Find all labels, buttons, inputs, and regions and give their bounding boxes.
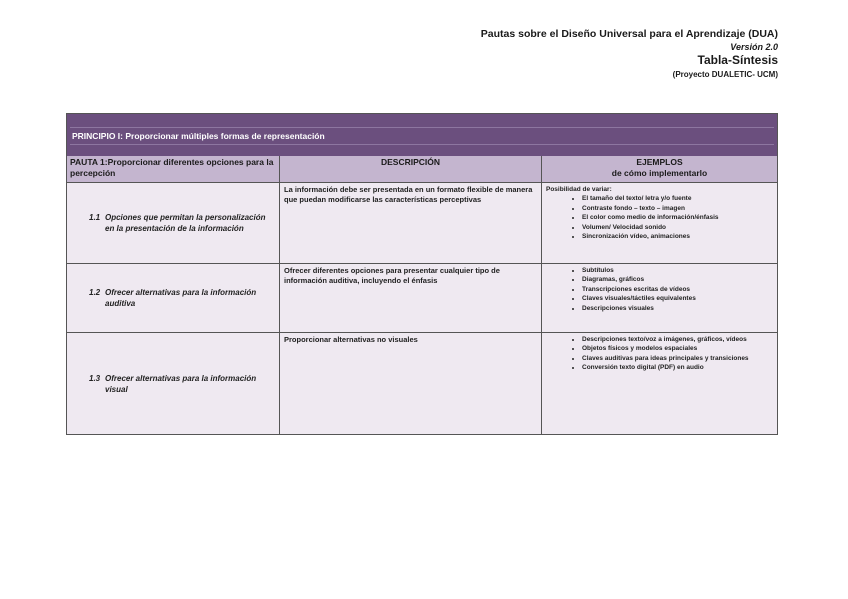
examples-intro: Posibilidad de variar:	[546, 186, 612, 193]
pauta-title: Ofrecer alternativas para la información visual	[105, 373, 257, 394]
examples-list	[546, 335, 773, 373]
examples-cell	[541, 333, 777, 434]
header-descripcion: DESCRIPCIÓN	[279, 156, 541, 183]
document-title: Pautas sobre el Diseño Universal para el Aprendizaje (DUA)	[480, 28, 778, 40]
list-item: • Contraste fondo – texto – imagen	[582, 204, 773, 213]
list-item: • Conversión texto digital (PDF) en audio	[582, 363, 773, 372]
list-item: • El tamaño del texto/ letra y/o fuente	[582, 194, 773, 203]
version-label: Versión 2.0	[730, 42, 778, 52]
list-item: • Volumen/ Velocidad sonido	[582, 223, 773, 232]
list-item: • Transcripciones escritas de vídeos	[582, 285, 773, 294]
pauta-title: Ofrecer alternativas para la información auditiva	[105, 288, 257, 308]
document-subtitle: Tabla-Síntesis	[697, 53, 778, 67]
header-ejemplos-line1: EJEMPLOS	[636, 157, 683, 167]
examples-cell	[541, 264, 777, 332]
table-header-row	[67, 156, 777, 183]
list-item: • Diagramas, gráficos	[582, 275, 773, 284]
list-item: • Subtítulos	[582, 266, 773, 275]
pauta-title: Opciones que permitan la personalización en la presentación de la información	[105, 213, 266, 233]
table-row	[67, 264, 777, 333]
header-ejemplos-line2: de cómo implementarlo	[611, 168, 708, 178]
pauta-number: 1.2	[89, 288, 101, 297]
pauta-cell	[67, 264, 279, 332]
list-item: • Claves auditivas para ideas principales y transiciones	[582, 354, 773, 363]
pauta-cell	[67, 183, 279, 263]
description-cell: Proporcionar alternativas no visuales	[279, 333, 541, 434]
list-item: • Sincronización vídeo, animaciones	[582, 232, 773, 241]
project-label: (Proyecto DUALETIC- UCM)	[672, 70, 778, 79]
examples-list	[546, 194, 773, 241]
header-ejemplos	[541, 156, 777, 183]
document-header	[481, 28, 778, 79]
list-item: • Descripciones visuales	[582, 304, 773, 313]
pauta-cell	[67, 333, 279, 434]
description-cell: Ofrecer diferentes opciones para presentar cualquier tipo de información auditiva, incluyendo el énfasis	[279, 264, 541, 332]
examples-list	[546, 266, 773, 313]
list-item: • Objetos físicos y modelos espaciales	[582, 344, 773, 353]
principle-banner	[67, 114, 777, 156]
table-row	[67, 183, 777, 264]
list-item: • Claves visuales/táctiles equivalentes	[582, 294, 773, 303]
pauta-number: 1.3	[89, 373, 101, 383]
examples-cell	[541, 183, 777, 263]
pauta-number: 1.1	[89, 213, 101, 222]
header-pauta: PAUTA 1:Proporcionar diferentes opciones para la percepción	[70, 157, 274, 178]
principle-title: PRINCIPIO I: Proporcionar múltiples formas de representación	[70, 127, 774, 145]
list-item: • El color como medio de información/énfasis	[582, 213, 773, 222]
list-item: • Descripciones texto/voz a imágenes, gráficos, vídeos	[582, 335, 773, 344]
description-cell: La información debe ser presentada en un formato flexible de manera que puedan modificarse las características perceptivas	[279, 183, 541, 263]
table-row	[67, 333, 777, 434]
synthesis-table	[66, 113, 778, 435]
